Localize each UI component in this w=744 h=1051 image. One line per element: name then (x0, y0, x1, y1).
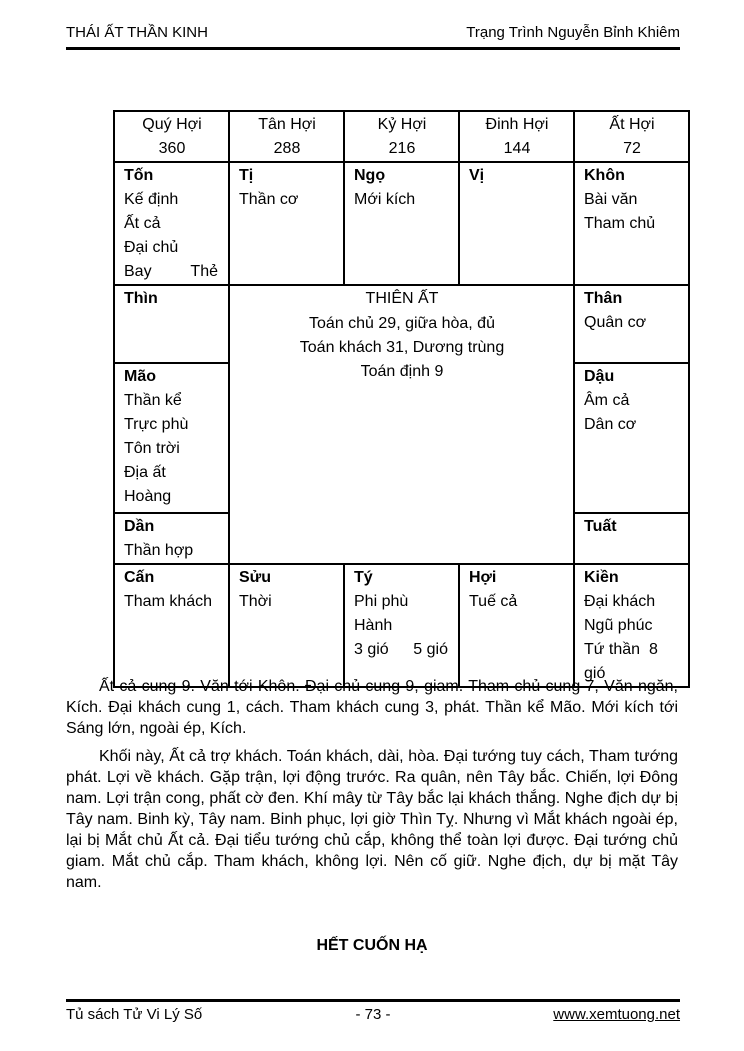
header-cell-quy-hoi (114, 111, 229, 162)
thai-at-chart (113, 110, 690, 688)
chart-row-north (114, 564, 689, 687)
header-cell-dinh-hoi (459, 111, 574, 162)
cell-line-right: Thẻ (190, 263, 218, 280)
author-name: Trạng Trình Nguyễn Bỉnh Khiêm (466, 24, 680, 41)
cell-ti (229, 162, 344, 285)
header-cell-at-hoi (574, 111, 689, 162)
stem-value: 216 (388, 140, 416, 157)
cell-line: Đại chủ (124, 239, 179, 256)
cell-hoi (459, 564, 574, 687)
page-footer (66, 999, 680, 1023)
branch-label: Hợi (469, 569, 497, 586)
chart-row-south (114, 162, 689, 285)
branch-label: Dần (124, 518, 155, 535)
cell-line-left: 3 gió (354, 641, 389, 658)
cell-line: Thần hợp (124, 542, 194, 559)
branch-label: Ngọ (354, 167, 386, 184)
cell-line: Địa ất (124, 464, 166, 481)
branch-label: Cấn (124, 569, 155, 586)
header-cell-tan-hoi (229, 111, 344, 162)
cell-line: Dân cơ (584, 416, 637, 433)
cell-line-left: Bay (124, 263, 152, 280)
cell-vi (459, 162, 574, 285)
cell-line: Hành (354, 617, 393, 634)
stem-name: Đinh Hợi (485, 116, 549, 133)
paragraph-2: Khối này, Ất cả trợ khách. Toán khách, dài, hòa. Đại tướng tuy cách, Tham tướng phát. Lợi về khách. Gặp trận, lợi động trước. Ra quân, nên Tây bắc. Chiến, lợi Đông nam. Lợi trận cong, phất cờ đen. Khí mây từ Tây bắc lại khách thắng. Nghe địch dự bị Tây nam. Binh kỳ, Tây nam. Binh phục, lợi giờ Thìn Tỵ. Nhưng vì Mắt khách ngoài ép, lại bị Mắt chủ Ất cả. Đại tiểu tướng chủ cắp, không thể toàn lợi được. Đại tướng chủ giam. Mắt chủ cắp. Tham khách, không lợi. Nên cố giữ. Nghe địch, dự bị mặt Tây nam. (66, 748, 678, 891)
cell-dan (114, 513, 229, 564)
cell-line: Âm cả (584, 392, 630, 409)
cell-line (354, 638, 450, 662)
cell-line: Thần kể (124, 392, 182, 409)
cell-line: Tôn trời (124, 440, 180, 457)
book-title: THÁI ẤT THẦN KINH (66, 24, 208, 41)
cell-suu (229, 564, 344, 687)
cell-line: Đại khách (584, 593, 656, 610)
cell-line: Thần cơ (239, 191, 299, 208)
cell-than (574, 285, 689, 363)
paragraph-1: Ất cả cung 9. Văn tới Khôn. Đại chủ cung 9, giam. Tham chủ cung 7, Văn ngăn, Kích. Đại khách cung 1, cách. Tham khách cung 3, phát. Thần kể Mão. Mới kích tới Sáng lớn, ngoài ép, Kích. (66, 678, 678, 737)
cell-line: Bài văn (584, 191, 638, 208)
cell-kien (574, 564, 689, 687)
page-header (66, 24, 680, 50)
branch-label: Vị (469, 167, 485, 184)
body-text (66, 676, 678, 900)
cell-dau (574, 363, 689, 513)
cell-line: Trực phù (124, 416, 189, 433)
branch-label: Thìn (124, 290, 158, 307)
branch-label: Sửu (239, 569, 272, 586)
center-line: Toán khách 31, Dương trùng (299, 339, 505, 356)
stem-name: Kỷ Hợi (377, 116, 427, 133)
branch-label: Tị (239, 167, 254, 184)
cell-can (114, 564, 229, 687)
chart-header-row (114, 111, 689, 162)
cell-thin (114, 285, 229, 363)
footer-series-label: Tủ sách Tử Vi Lý Số (66, 1006, 203, 1023)
cell-line: Kế định (124, 191, 179, 208)
cell-line: Ngũ phúc (584, 617, 653, 634)
cell-line: Tham khách (124, 593, 213, 610)
cell-line: Tuế cả (469, 593, 518, 610)
branch-label: Kiền (584, 569, 619, 586)
stem-value: 144 (503, 140, 531, 157)
cell-tuat (574, 513, 689, 564)
cell-line: Hoàng (124, 488, 172, 505)
cell-line: Thời (239, 593, 272, 610)
branch-label: Mão (124, 368, 156, 385)
cell-line: Quân cơ (584, 314, 647, 331)
branch-label: Khôn (584, 167, 625, 184)
center-line: Toán chủ 29, giữa hòa, đủ (309, 315, 495, 332)
cell-khon (574, 162, 689, 285)
chart-row-mid-1 (114, 285, 689, 363)
cell-ty (344, 564, 459, 687)
stem-value: 288 (273, 140, 301, 157)
cell-line-right: 5 gió (413, 641, 448, 658)
cell-line: Ất cả (124, 215, 161, 232)
branch-label: Dậu (584, 368, 615, 385)
stem-value: 72 (623, 140, 641, 157)
branch-label: Tý (354, 569, 373, 586)
website-link[interactable]: www.xemtuong.net (553, 1006, 681, 1023)
cell-line: Tứ thần 8 gió (584, 641, 663, 682)
cell-ton (114, 162, 229, 285)
cell-mao (114, 363, 229, 513)
center-title: THIÊN ẤT (365, 290, 439, 307)
page-number: - 73 - (355, 1006, 391, 1023)
branch-label: Tốn (124, 167, 154, 184)
branch-label: Thân (584, 290, 623, 307)
chart-table (113, 110, 690, 688)
branch-label: Tuất (584, 518, 617, 535)
center-line: Toán định 9 (360, 363, 444, 380)
stem-value: 360 (158, 140, 186, 157)
cell-line: Tham chủ (584, 215, 656, 232)
cell-line: Phi phù (354, 593, 409, 610)
cell-ngo (344, 162, 459, 285)
stem-name: Ất Hợi (609, 116, 655, 133)
cell-line: Mới kích (354, 191, 416, 208)
header-cell-ky-hoi (344, 111, 459, 162)
stem-name: Tân Hợi (258, 116, 316, 133)
cell-line (124, 260, 220, 284)
stem-name: Quý Hợi (142, 116, 202, 133)
closing-heading: HẾT CUỐN HẠ (316, 937, 428, 954)
cell-center-thien-at (229, 285, 574, 564)
